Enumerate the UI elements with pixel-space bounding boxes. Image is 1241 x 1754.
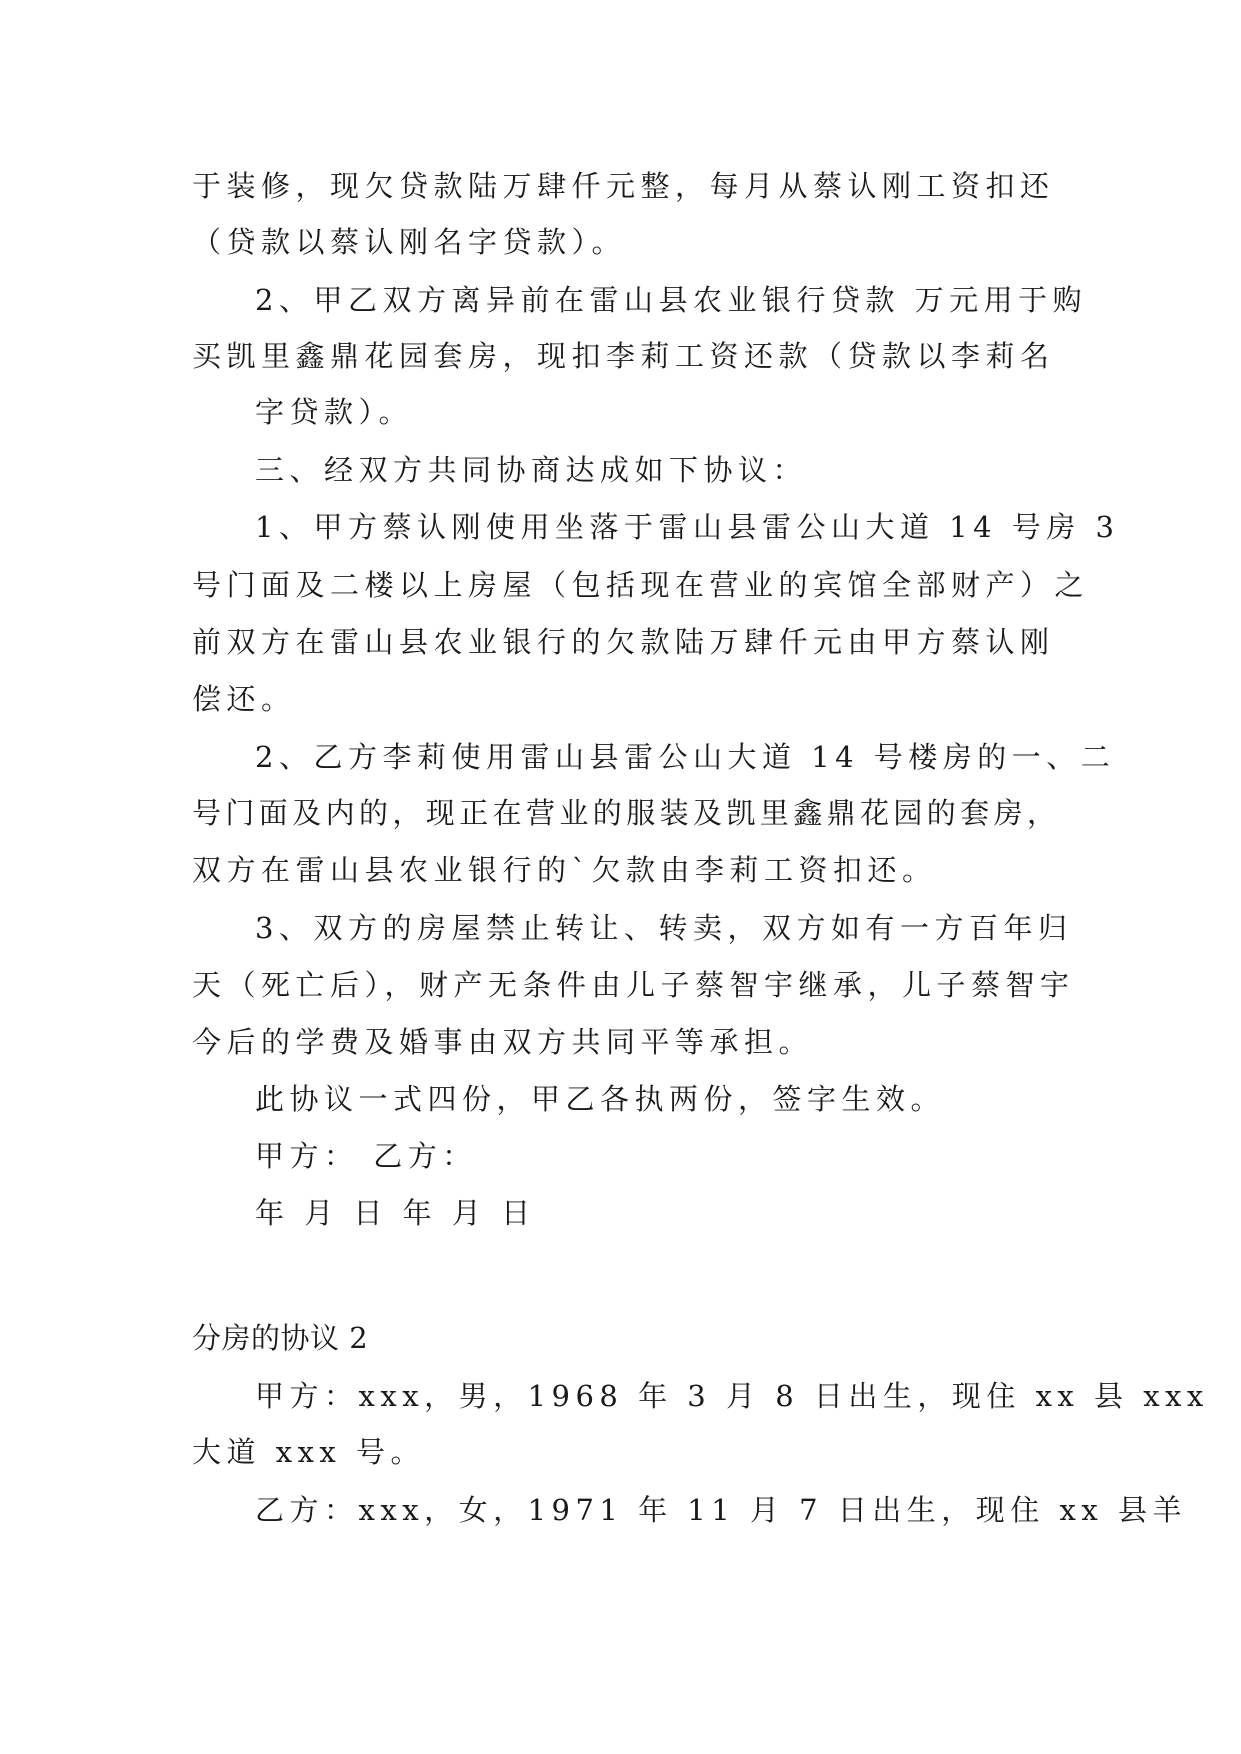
paragraph-line: 于装修，现欠贷款陆万肆仟元整，每月从蔡认刚工资扣还 — [192, 169, 1055, 203]
paragraph-line: 偿还。 — [192, 682, 296, 716]
paragraph-line: 号门面及二楼以上房屋（包括现在营业的宾馆全部财产）之 — [192, 568, 1090, 602]
paragraph-line: 大道 xxx 号。 — [192, 1435, 426, 1469]
paragraph-line: 乙方：xxx，女，1971 年 11 月 7 日出生，现住 xx 县羊 — [255, 1493, 1187, 1527]
paragraph-line: 2、乙方李莉使用雷山县雷公山大道 14 号楼房的一、二 — [255, 740, 1116, 774]
paragraph-line: 买凯里鑫鼎花园套房，现扣李莉工资还款（贷款以李莉名 — [192, 339, 1055, 373]
paragraph-line: 三、经双方共同协商达成如下协议： — [255, 453, 808, 487]
paragraph-line: 号门面及内的，现正在营业的服装及凯里鑫鼎花园的套房， — [192, 796, 1061, 830]
date-line: 年 月 日 年 月 日 — [255, 1196, 536, 1230]
paragraph-line: （贷款以蔡认刚名字贷款）。 — [192, 225, 627, 259]
paragraph-line: 3、双方的房屋禁止转让、转卖，双方如有一方百年归 — [255, 911, 1073, 945]
section-heading: 分房的协议 2 — [192, 1321, 369, 1355]
paragraph-line: 前双方在雷山县农业银行的欠款陆万肆仟元由甲方蔡认刚 — [192, 625, 1055, 659]
paragraph-line: 此协议一式四份，甲乙各执两份，签字生效。 — [255, 1082, 946, 1116]
paragraph-line: 今后的学费及婚事由双方共同平等承担。 — [192, 1025, 814, 1059]
paragraph-line: 字贷款）。 — [255, 395, 414, 429]
paragraph-line: 甲方：xxx，男，1968 年 3 月 8 日出生，现住 xx 县 xxx — [255, 1379, 1209, 1413]
paragraph-line: 双方在雷山县农业银行的`欠款由李莉工资扣还。 — [192, 853, 937, 887]
paragraph-line: 天（死亡后），财产无条件由儿子蔡智宇继承，儿子蔡智宇 — [192, 968, 1075, 1002]
signature-line: 甲方： 乙方： — [255, 1139, 477, 1173]
paragraph-line: 2、甲乙双方离异前在雷山县农业银行贷款 万元用于购 — [255, 283, 1088, 317]
paragraph-line: 1、甲方蔡认刚使用坐落于雷山县雷公山大道 14 号房 3 — [255, 510, 1120, 544]
